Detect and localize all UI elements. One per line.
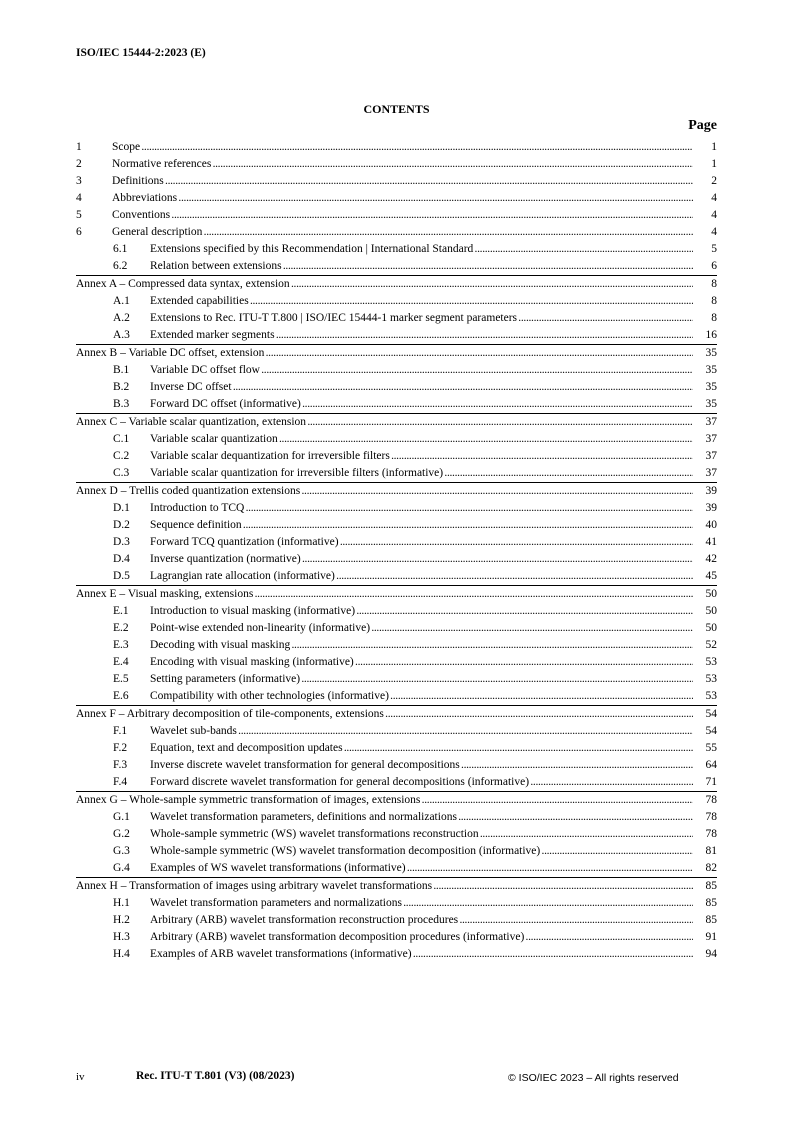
toc-entry-number: G.4 [113, 862, 130, 874]
toc-entry-number: E.3 [113, 639, 129, 651]
toc-entry-number: F.1 [113, 725, 128, 737]
toc-entry-title: Decoding with visual masking . . . [150, 639, 693, 651]
toc-entry-page: 8 [711, 295, 717, 307]
toc-entry[interactable] [76, 568, 717, 585]
toc-entry-page: 55 [705, 742, 717, 754]
toc-entry-page: 85 [705, 880, 717, 892]
toc-entry[interactable] [76, 190, 717, 207]
toc-entry-title: Variable scalar quantization for irreversible filters (informative) . . . [150, 467, 693, 479]
toc-entry[interactable] [76, 173, 717, 190]
toc-entry-page: 54 [705, 708, 717, 720]
toc-entry-number: E.5 [113, 673, 129, 685]
toc-entry-title: Point-wise extended non-linearity (informative) . . . [150, 622, 693, 634]
toc-entry-number: F.3 [113, 759, 128, 771]
toc-entry-title: Examples of ARB wavelet transformations (informative) . . . [150, 948, 693, 960]
toc-entry-title: Whole-sample symmetric (WS) wavelet transformation decomposition (informative) . . . [150, 845, 693, 857]
toc-annex-entry[interactable] [76, 877, 717, 895]
toc-entry-page: 37 [705, 433, 717, 445]
toc-entry-number: C.3 [113, 467, 130, 479]
toc-entry-title: Conventions . . . [112, 209, 693, 221]
toc-entry-page: 37 [705, 416, 717, 428]
toc-entry[interactable] [76, 258, 717, 275]
toc-entry-title: Annex E – Visual masking, extensions . . . [76, 588, 693, 600]
toc-entry-page: 35 [705, 398, 717, 410]
toc-entry[interactable] [76, 843, 717, 860]
toc-entry[interactable] [76, 895, 717, 912]
toc-entry-number: 6.1 [113, 243, 128, 255]
toc-entry-number: H.4 [113, 948, 130, 960]
toc-annex-entry[interactable] [76, 413, 717, 431]
toc-entry-title: Arbitrary (ARB) wavelet transformation decomposition procedures (informative) . . . [150, 931, 693, 943]
toc-entry-number: A.2 [113, 312, 130, 324]
toc-entry[interactable] [76, 860, 717, 877]
toc-entry-page: 8 [711, 278, 717, 290]
toc-entry-title: Scope . . . [112, 141, 693, 153]
toc-entry-title: General description . . . [112, 226, 693, 238]
toc-entry-page: 4 [711, 192, 717, 204]
toc-entry-number: H.3 [113, 931, 130, 943]
toc-annex-entry[interactable] [76, 482, 717, 500]
toc-entry-number: D.3 [113, 536, 130, 548]
toc-entry-page: 53 [705, 656, 717, 668]
toc-entry-title: Wavelet transformation parameters, definitions and normalizations . . . [150, 811, 693, 823]
toc-entry-page: 53 [705, 690, 717, 702]
toc-entry-number: D.1 [113, 502, 130, 514]
toc-entry-page: 45 [705, 570, 717, 582]
toc-entry-title: Whole-sample symmetric (WS) wavelet transformations reconstruction . . . [150, 828, 693, 840]
toc-entry-title: Extensions specified by this Recommendation | International Standard . . . [150, 243, 693, 255]
toc-entry-page: 39 [705, 485, 717, 497]
toc-entry-title: Inverse discrete wavelet transformation for general decompositions . . . [150, 759, 693, 771]
toc-entry-title: Inverse quantization (normative) . . . [150, 553, 693, 565]
toc-entry-number: E.6 [113, 690, 129, 702]
toc-entry-title: Forward discrete wavelet transformation for general decompositions (informative) . . . [150, 776, 693, 788]
toc-entry-number: B.1 [113, 364, 130, 376]
toc-entry-title: Annex G – Whole-sample symmetric transformation of images, extensions . . . [76, 794, 693, 806]
toc-entry-title: Variable DC offset flow . . . [150, 364, 693, 376]
toc-entry-title: Annex A – Compressed data syntax, extension . . . [76, 278, 693, 290]
toc-entry-title: Lagrangian rate allocation (informative) . . . [150, 570, 693, 582]
toc-entry-title: Forward TCQ quantization (informative) . . . [150, 536, 693, 548]
contents-title: CONTENTS [363, 102, 430, 116]
toc-entry[interactable] [76, 688, 717, 705]
toc-entry-title: Compatibility with other technologies (informative) . . . [150, 690, 693, 702]
toc-entry-page: 64 [705, 759, 717, 771]
toc-entry-page: 50 [705, 605, 717, 617]
toc-entry[interactable] [76, 139, 717, 156]
toc-entry[interactable] [76, 603, 717, 620]
toc-entry[interactable] [76, 500, 717, 517]
toc-entry[interactable] [76, 207, 717, 224]
toc-entry-page: 4 [711, 226, 717, 238]
toc-entry-title: Introduction to visual masking (informative) . . . [150, 605, 693, 617]
toc-entry-page: 78 [705, 828, 717, 840]
toc-entry-title: Extended marker segments . . . [150, 329, 693, 341]
toc-entry-page: 35 [705, 347, 717, 359]
toc-entry[interactable] [76, 929, 717, 946]
toc-entry-number: C.1 [113, 433, 130, 445]
document-header: ISO/IEC 15444-2:2023 (E) [76, 47, 206, 59]
toc-entry[interactable] [76, 379, 717, 396]
toc-entry-number: 2 [76, 158, 82, 170]
toc-entry[interactable] [76, 946, 717, 963]
toc-entry-number: G.3 [113, 845, 130, 857]
toc-entry[interactable] [76, 774, 717, 791]
toc-entry-title: Forward DC offset (informative) . . . [150, 398, 693, 410]
toc-entry-number: 4 [76, 192, 82, 204]
toc-entry-number: A.1 [113, 295, 130, 307]
toc-entry-title: Variable scalar quantization . . . [150, 433, 693, 445]
toc-annex-entry[interactable] [76, 791, 717, 809]
toc-entry-number: 1 [76, 141, 82, 153]
toc-entry-number: 6.2 [113, 260, 128, 272]
table-of-contents [76, 139, 717, 963]
toc-entry-title: Annex C – Variable scalar quantization, extension . . . [76, 416, 693, 428]
toc-entry-page: 50 [705, 622, 717, 634]
toc-entry-number: D.5 [113, 570, 130, 582]
page-column-label: Page [688, 118, 717, 133]
toc-entry-page: 78 [705, 794, 717, 806]
toc-entry[interactable] [76, 757, 717, 774]
toc-entry-title: Inverse DC offset . . . [150, 381, 693, 393]
toc-entry-title: Annex D – Trellis coded quantization extensions . . . [76, 485, 693, 497]
toc-entry-page: 94 [705, 948, 717, 960]
toc-entry-title: Definitions . . . [112, 175, 693, 187]
toc-entry-number: G.1 [113, 811, 130, 823]
toc-entry-title: Wavelet transformation parameters and normalizations . . . [150, 897, 693, 909]
toc-entry[interactable] [76, 809, 717, 826]
toc-entry-title: Variable scalar dequantization for irreversible filters . . . [150, 450, 693, 462]
toc-entry-title: Annex H – Transformation of images using arbitrary wavelet transformations . . . [76, 880, 693, 892]
toc-entry-page: 2 [711, 175, 717, 187]
toc-entry-title: Equation, text and decomposition updates . . . [150, 742, 693, 754]
toc-entry-number: H.1 [113, 897, 130, 909]
toc-entry-page: 5 [711, 243, 717, 255]
toc-entry-title: Annex B – Variable DC offset, extension . . . [76, 347, 693, 359]
toc-entry-number: D.4 [113, 553, 130, 565]
toc-entry-page: 1 [711, 141, 717, 153]
toc-entry[interactable] [76, 156, 717, 173]
toc-entry-number: G.2 [113, 828, 130, 840]
toc-entry-page: 16 [705, 329, 717, 341]
toc-entry-title: Extensions to Rec. ITU-T T.800 | ISO/IEC 15444-1 marker segment parameters . . . [150, 312, 693, 324]
toc-entry-page: 71 [705, 776, 717, 788]
toc-entry-title: Encoding with visual masking (informative) . . . [150, 656, 693, 668]
toc-entry-number: 3 [76, 175, 82, 187]
toc-entry-title: Sequence definition . . . [150, 519, 693, 531]
toc-entry-title: Wavelet sub-bands . . . [150, 725, 693, 737]
toc-entry-page: 85 [705, 897, 717, 909]
toc-entry-page: 81 [705, 845, 717, 857]
toc-entry-page: 41 [705, 536, 717, 548]
toc-entry-title: Setting parameters (informative) . . . [150, 673, 693, 685]
toc-annex-entry[interactable] [76, 344, 717, 362]
toc-annex-entry[interactable] [76, 585, 717, 603]
toc-entry-page: 85 [705, 914, 717, 926]
toc-entry[interactable] [76, 534, 717, 551]
toc-entry-number: F.4 [113, 776, 128, 788]
footer-page-number: iv [76, 1071, 85, 1083]
toc-entry[interactable] [76, 431, 717, 448]
toc-entry[interactable] [76, 637, 717, 654]
toc-entry-title: Examples of WS wavelet transformations (informative) . . . [150, 862, 693, 874]
toc-entry-page: 8 [711, 312, 717, 324]
toc-entry[interactable] [76, 517, 717, 534]
toc-entry-page: 39 [705, 502, 717, 514]
toc-entry-number: B.2 [113, 381, 130, 393]
toc-entry-page: 40 [705, 519, 717, 531]
toc-entry-number: E.2 [113, 622, 129, 634]
toc-entry-page: 42 [705, 553, 717, 565]
toc-entry[interactable] [76, 448, 717, 465]
toc-entry-title: Extended capabilities . . . [150, 295, 693, 307]
toc-entry-number: D.2 [113, 519, 130, 531]
toc-entry-number: H.2 [113, 914, 130, 926]
footer-copyright: © ISO/IEC 2023 – All rights reserved [508, 1072, 679, 1084]
toc-entry[interactable] [76, 826, 717, 843]
toc-entry-page: 53 [705, 673, 717, 685]
toc-entry-page: 91 [705, 931, 717, 943]
toc-entry-page: 78 [705, 811, 717, 823]
toc-entry-number: F.2 [113, 742, 128, 754]
toc-entry-number: 5 [76, 209, 82, 221]
toc-entry-page: 52 [705, 639, 717, 651]
toc-entry[interactable] [76, 241, 717, 258]
toc-entry-number: C.2 [113, 450, 130, 462]
toc-entry[interactable] [76, 654, 717, 671]
toc-entry-number: E.1 [113, 605, 129, 617]
toc-entry[interactable] [76, 740, 717, 757]
toc-entry[interactable] [76, 224, 717, 241]
toc-entry-title: Abbreviations . . . [112, 192, 693, 204]
toc-entry-page: 35 [705, 381, 717, 393]
toc-entry-title: Annex F – Arbitrary decomposition of tile-components, extensions . . . [76, 708, 693, 720]
toc-entry-number: 6 [76, 226, 82, 238]
toc-entry[interactable] [76, 671, 717, 688]
toc-entry-page: 4 [711, 209, 717, 221]
toc-entry-page: 1 [711, 158, 717, 170]
toc-entry-page: 37 [705, 467, 717, 479]
toc-entry[interactable] [76, 465, 717, 482]
toc-annex-entry[interactable] [76, 275, 717, 293]
toc-entry[interactable] [76, 620, 717, 637]
toc-entry-title: Normative references . . . [112, 158, 693, 170]
toc-entry-page: 50 [705, 588, 717, 600]
toc-entry-page: 82 [705, 862, 717, 874]
toc-entry[interactable] [76, 396, 717, 413]
toc-entry-number: E.4 [113, 656, 129, 668]
toc-entry-title: Arbitrary (ARB) wavelet transformation reconstruction procedures . . . [150, 914, 693, 926]
toc-entry-page: 54 [705, 725, 717, 737]
footer-recommendation: Rec. ITU-T T.801 (V3) (08/2023) [136, 1070, 295, 1082]
toc-entry[interactable] [76, 293, 717, 310]
toc-entry-title: Relation between extensions . . . [150, 260, 693, 272]
toc-entry-page: 35 [705, 364, 717, 376]
toc-entry[interactable] [76, 327, 717, 344]
toc-entry-number: A.3 [113, 329, 130, 341]
toc-annex-entry[interactable] [76, 705, 717, 723]
toc-entry[interactable] [76, 912, 717, 929]
toc-entry-page: 37 [705, 450, 717, 462]
toc-entry[interactable] [76, 362, 717, 379]
toc-entry-page: 6 [711, 260, 717, 272]
toc-entry[interactable] [76, 551, 717, 568]
toc-entry[interactable] [76, 310, 717, 327]
toc-entry-title: Introduction to TCQ . . . [150, 502, 693, 514]
toc-entry[interactable] [76, 723, 717, 740]
toc-entry-number: B.3 [113, 398, 130, 410]
